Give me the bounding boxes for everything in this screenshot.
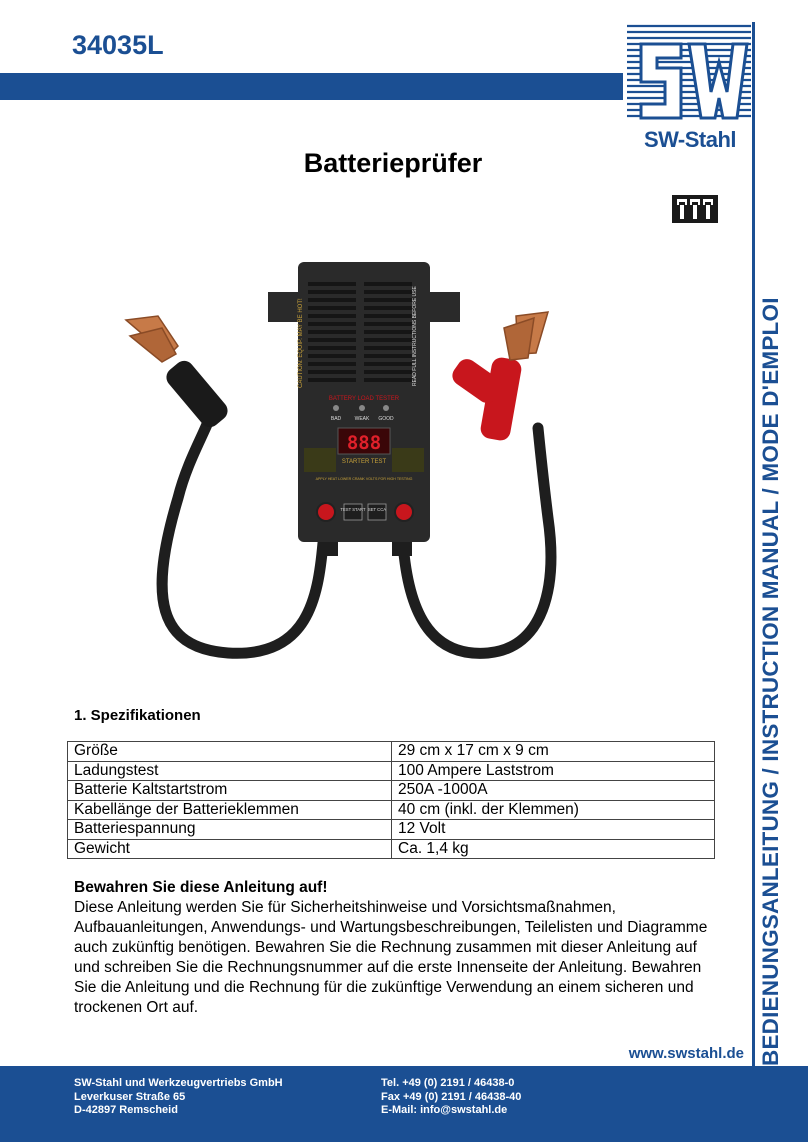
spec-label: Batteriespannung: [68, 820, 392, 840]
spec-value: 250A -1000A: [392, 781, 715, 801]
footer: [0, 1066, 808, 1142]
spec-label: Ladungstest: [68, 761, 392, 781]
device-title: BATTERY LOAD TESTER: [328, 396, 400, 402]
spec-label: Gewicht: [68, 839, 392, 859]
good-label: GOOD: [378, 416, 394, 422]
display-readout: 888: [346, 432, 382, 454]
black-clamp: [126, 316, 232, 431]
footer-city: D-42897 Remscheid: [74, 1104, 178, 1116]
header-bar: [0, 73, 623, 100]
starter-test-label: STARTER TEST: [341, 459, 387, 465]
footer-fax: Fax +49 (0) 2191 / 46438-40: [381, 1090, 522, 1103]
spec-label: Kabellänge der Batterieklemmen: [68, 800, 392, 820]
notice-body: Diese Anleitung werden Sie für Sicherheitshinweise und Vorsichtsmaßnahmen, Aufbauanleitungen, Anwendungs- und Wartungsbeschreibungen, Teilelisten und Diagramme auch zukünftig benötigen. Bewahren Sie die Rechnung zusammen mit dieser Anleitung auf und schreiben Sie die Rechnungsnummer auf die erste Innenseite der Anleitung. Bewahren Sie die Anleitung und die Rechnung für die zukünftige Verwendung an einem sicheren und trockenen Ort auf.: [74, 899, 708, 1016]
apply-text: APPLY HEAT LOWER CRANK VOLTS FOR HIGH TESTING: [315, 477, 413, 481]
table-row: [68, 761, 715, 781]
website-link[interactable]: www.swstahl.de: [628, 1045, 744, 1062]
footer-email[interactable]: E-Mail: info@swstahl.de: [381, 1104, 508, 1116]
footer-tel: Tel. +49 (0) 2191 / 46438-0: [381, 1077, 515, 1089]
table-row: [68, 820, 715, 840]
red-clamp: [448, 312, 548, 442]
set-cca-label: SET CCA: [367, 507, 387, 512]
spec-value: Ca. 1,4 kg: [392, 839, 715, 859]
bad-label: BAD: [330, 416, 342, 422]
table-row: [68, 781, 715, 801]
model-number: 34035L: [72, 30, 164, 60]
footer-address: [74, 1077, 283, 1118]
spec-label: Größe: [68, 742, 392, 762]
brand-name: SW-Stahl: [643, 127, 737, 152]
side-title: BEDIENUNGSANLEITUNG / INSTRUCTION MANUAL / MODE D'EMPLOI: [758, 297, 783, 1066]
footer-street: Leverkuser Straße 65: [74, 1090, 186, 1103]
wrench-icon: [672, 195, 718, 223]
spec-value: 40 cm (inkl. der Klemmen): [392, 800, 715, 820]
table-row: [68, 839, 715, 859]
table-row: [68, 742, 715, 762]
spec-label: Batterie Kaltstartstrom: [68, 781, 392, 801]
footer-company: SW-Stahl und Werkzeugvertriebs GmbH: [74, 1077, 283, 1089]
specs-table: [67, 741, 715, 859]
notice-title: Bewahren Sie diese Anleitung auf!: [74, 879, 328, 896]
weak-label: WEAK: [354, 416, 370, 422]
page-title: Batterieprüfer: [303, 148, 483, 178]
spec-value: 12 Volt: [392, 820, 715, 840]
footer-contact: [381, 1077, 521, 1118]
specs-heading: 1. Spezifikationen: [74, 707, 201, 724]
test-start-label: TEST START: [340, 507, 366, 512]
read-instructions-label: READ FULL INSTRUCTIONS BEFORE USE: [412, 286, 418, 386]
caution-label: CAUTION: EQUIP. MAY BE HOT!: [298, 298, 304, 388]
battery-tester-photo: [118, 258, 573, 670]
table-row: [68, 800, 715, 820]
notice-block: [74, 878, 724, 1018]
spec-value: 29 cm x 17 cm x 9 cm: [392, 742, 715, 762]
spec-value: 100 Ampere Laststrom: [392, 761, 715, 781]
